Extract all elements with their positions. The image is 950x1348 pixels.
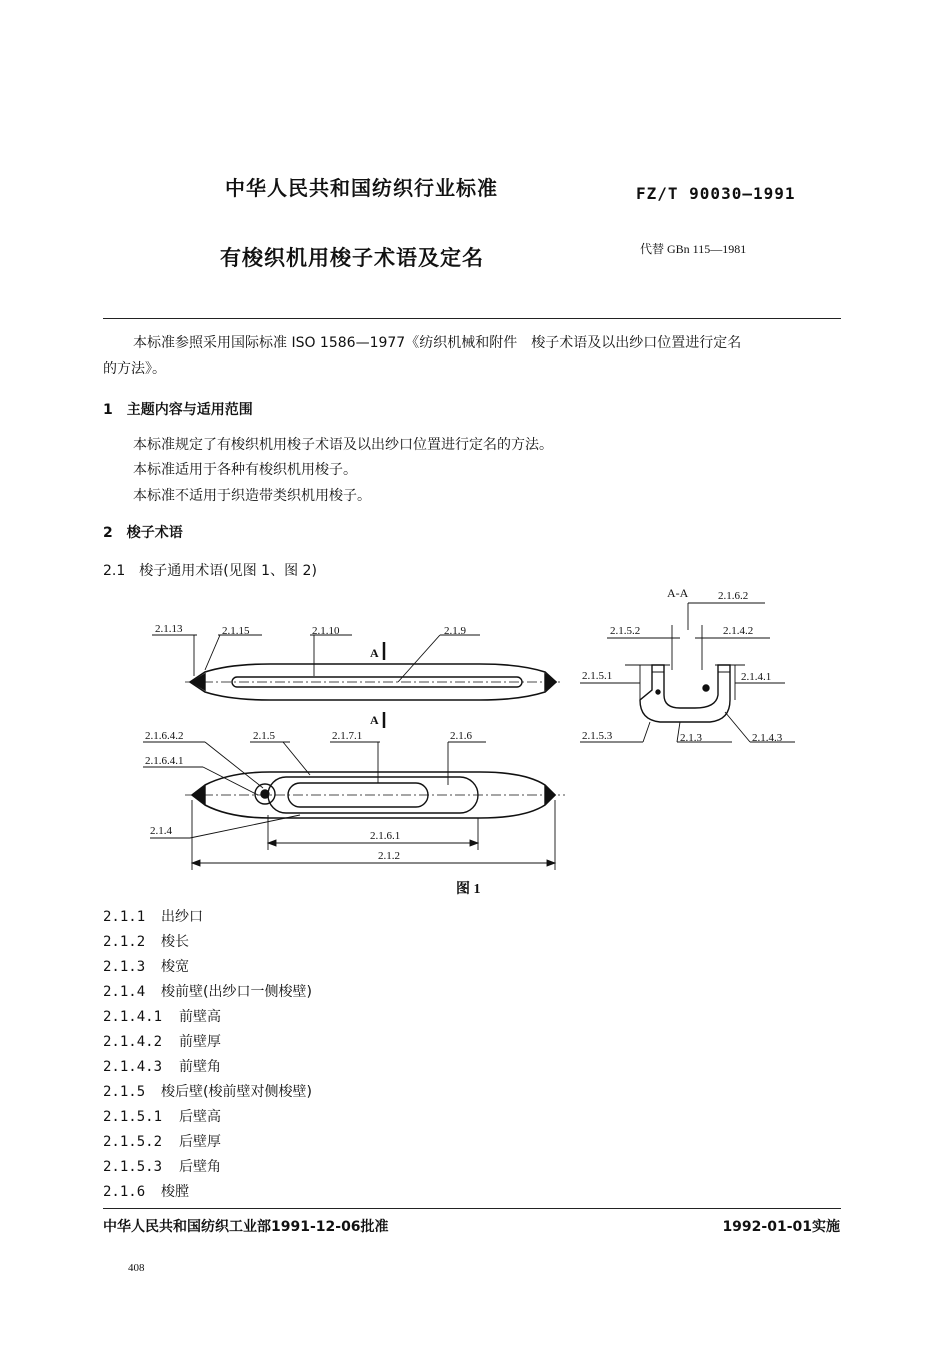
org-title: 中华人民共和国纺织行业标准 (225, 176, 498, 200)
term-number: 2.1.5.1 (103, 1109, 163, 1125)
label-2-1-4-1: 2.1.4.1 (741, 671, 772, 683)
list-item (103, 931, 189, 951)
list-item (103, 1131, 221, 1151)
label-2-1-9: 2.1.9 (444, 625, 466, 637)
term-number: 2.1.5.2 (103, 1134, 163, 1150)
label-2-1-6-2: 2.1.6.2 (718, 590, 749, 602)
term-name: 梭后壁(梭前壁对侧梭壁) (161, 1084, 312, 1100)
section-a-a-title: A-A (667, 586, 689, 600)
label-2-1-5: 2.1.5 (253, 730, 275, 742)
term-name: 前壁高 (179, 1009, 221, 1025)
label-2-1-4-2: 2.1.4.2 (723, 625, 754, 637)
figure-caption: 图 1 (456, 882, 481, 897)
label-2-1-6-4-2: 2.1.6.4.2 (145, 730, 184, 742)
shuttle-bottom-view (185, 772, 565, 818)
cut-mark-label-top: A (370, 646, 379, 660)
list-item (103, 1056, 221, 1076)
term-name: 梭宽 (161, 959, 189, 975)
label-2-1-5-2: 2.1.5.2 (610, 625, 641, 637)
term-number: 2.1.1 (103, 909, 146, 925)
section-1-para-2: 本标准适用于各种有梭织机用梭子。 (133, 462, 357, 478)
label-2-1-6: 2.1.6 (450, 730, 472, 742)
term-number: 2.1.4 (103, 984, 146, 1000)
shuttle-top-view (185, 664, 562, 700)
list-item (103, 906, 203, 926)
term-number: 2.1.4.2 (103, 1034, 163, 1050)
term-number: 2.1.2 (103, 934, 146, 950)
list-item (103, 1006, 221, 1026)
label-2-1-7-1: 2.1.7.1 (332, 730, 363, 742)
label-2-1-4-3: 2.1.4.3 (752, 732, 783, 744)
list-item (103, 981, 312, 1001)
label-2-1-4: 2.1.4 (150, 825, 172, 837)
document-title: 有梭织机用梭子术语及定名 (220, 246, 484, 270)
section-2-1-heading: 2.1 梭子通用术语(见图 1、图 2) (103, 563, 317, 579)
label-2-1-5-3: 2.1.5.3 (582, 730, 613, 742)
replaces-note: 代替 GBn 115—1981 (640, 242, 747, 256)
footer-rule (103, 1208, 841, 1209)
label-2-1-13: 2.1.13 (155, 623, 183, 635)
standard-number: FZ/T 90030—1991 (636, 184, 796, 203)
label-2-1-6-1: 2.1.6.1 (370, 830, 401, 842)
list-item (103, 1031, 221, 1051)
approval-note: 中华人民共和国纺织工业部1991-12-06批准 (103, 1219, 389, 1235)
section-1-para-1: 本标准规定了有梭织机用梭子术语及以出纱口位置进行定名的方法。 (133, 437, 553, 453)
term-name: 梭长 (161, 934, 189, 950)
list-item (103, 1181, 189, 1201)
list-item (103, 1106, 221, 1126)
cut-mark-label-bottom: A (370, 713, 379, 727)
term-name: 梭膛 (161, 1184, 189, 1200)
term-name: 后壁厚 (179, 1134, 221, 1150)
label-2-1-15: 2.1.15 (222, 625, 250, 637)
label-2-1-3: 2.1.3 (680, 732, 702, 744)
label-2-1-5-1: 2.1.5.1 (582, 670, 613, 682)
term-number: 2.1.5.3 (103, 1159, 163, 1175)
page-number: 408 (128, 1262, 145, 1274)
term-number: 2.1.4.1 (103, 1009, 163, 1025)
list-item (103, 1156, 221, 1176)
term-number: 2.1.6 (103, 1184, 146, 1200)
section-2-heading: 2 梭子术语 (103, 525, 183, 541)
term-name: 前壁厚 (179, 1034, 221, 1050)
section-1-para-3: 本标准不适用于织造带类织机用梭子。 (133, 488, 371, 504)
term-name: 梭前壁(出纱口一侧梭壁) (161, 984, 312, 1000)
term-number: 2.1.3 (103, 959, 146, 975)
term-name: 后壁角 (179, 1159, 221, 1175)
list-item (103, 956, 189, 976)
effective-date: 1992-01-01实施 (722, 1219, 840, 1235)
list-item (103, 1081, 312, 1101)
header-rule (103, 318, 841, 319)
term-number: 2.1.5 (103, 1084, 146, 1100)
label-2-1-10: 2.1.10 (312, 625, 340, 637)
figure-1-drawing (0, 580, 950, 900)
term-name: 出纱口 (161, 909, 203, 925)
term-name: 后壁高 (179, 1109, 221, 1125)
label-2-1-6-4-1: 2.1.6.4.1 (145, 755, 184, 767)
intro-line-1: 本标准参照采用国际标准 ISO 1586—1977《纺织机械和附件 梭子术语及以出纱口位置进行定名 (133, 335, 742, 351)
intro-line-2: 的方法》。 (103, 361, 166, 377)
section-1-heading: 1 主题内容与适用范围 (103, 402, 253, 418)
label-2-1-2: 2.1.2 (378, 850, 400, 862)
term-name: 前壁角 (179, 1059, 221, 1075)
term-number: 2.1.4.3 (103, 1059, 163, 1075)
